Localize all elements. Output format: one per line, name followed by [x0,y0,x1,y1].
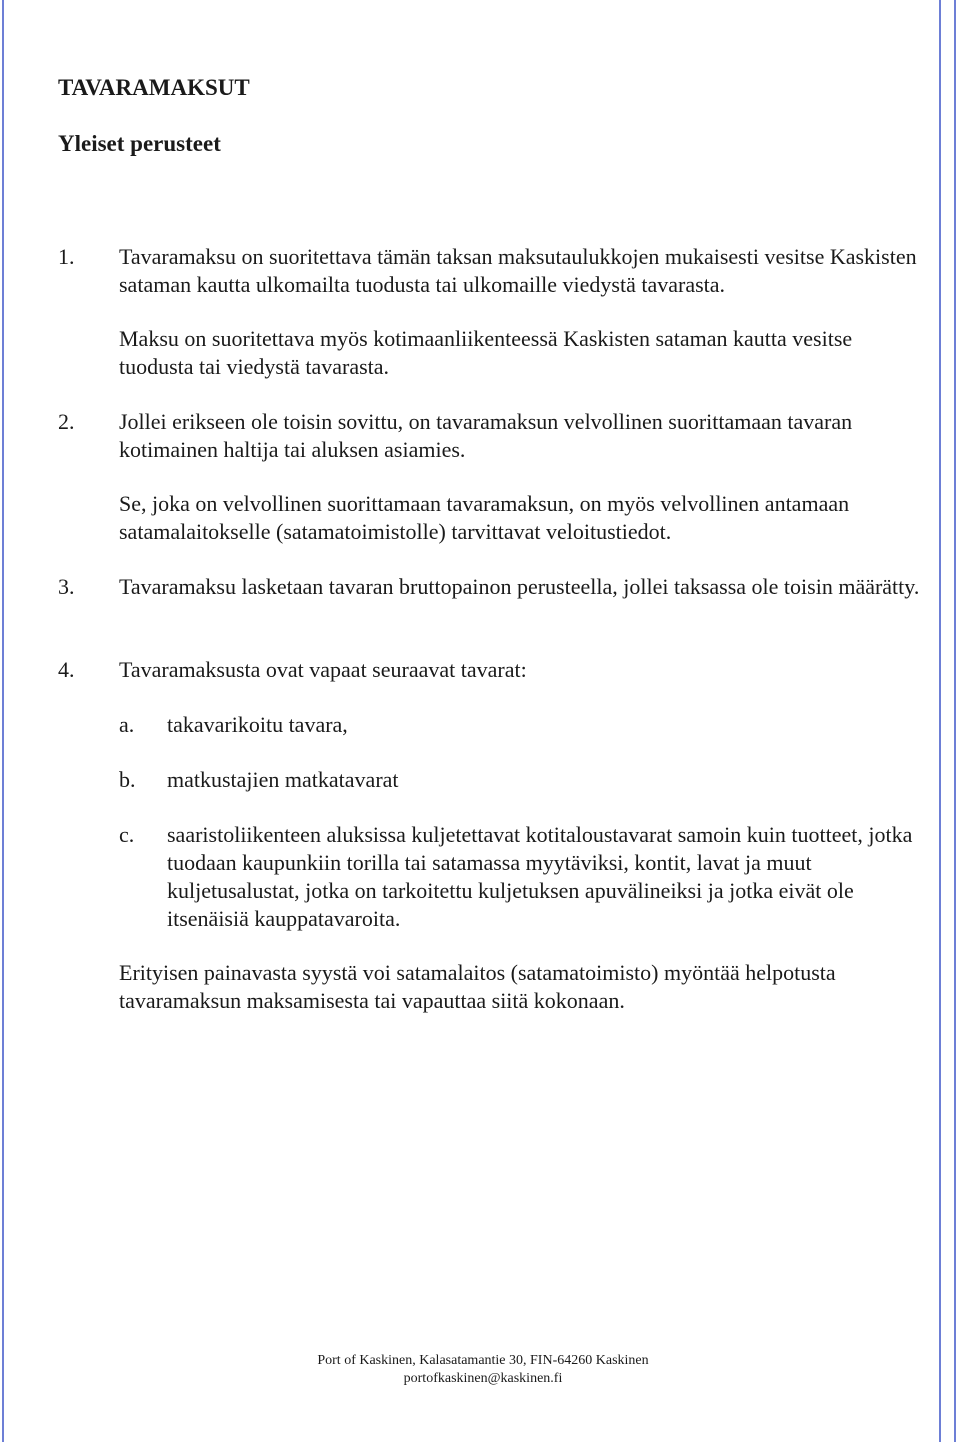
subitem-b-text: matkustajien matkatavarat [167,767,399,792]
item-2-extra: Se, joka on velvollinen suorittamaan tavaramaksun, on myös velvollinen antamaan satamalaitokselle (satamatoimistolle) tarvittavat veloitustiedot. [119,491,850,544]
subitem-a-text: takavarikoitu tavara, [167,712,348,737]
item-3-text: Tavaramaksu lasketaan tavaran bruttopainon perusteella, jollei taksassa ole toisin määrätty. [119,574,920,599]
item-number-2: 2. [58,409,75,434]
item-4-text: Tavaramaksusta ovat vapaat seuraavat tavarat: [119,657,527,682]
item-1-extra: Maksu on suoritettava myös kotimaanliikenteessä Kaskisten sataman kautta vesitse tuodusta tai viedystä tavarasta. [119,326,853,379]
subitem-letter-b: b. [119,767,136,792]
item-number-3: 3. [58,574,75,599]
item-number-4: 4. [58,657,75,682]
subitem-letter-a: a. [119,712,135,737]
subitem-c-text: saaristoliikenteen aluksissa kuljetettavat kotitaloustavarat samoin kuin tuotteet, jotka tuodaan kaupunkiin torilla tai satamassa myytäviksi, kontit, lavat ja muut kuljetusalustat, jotka on tarkoitettu kuljetuksen apuvälineiksi ja jotka eivät ole itsenäisiä kauppatavaroita. [167,822,913,931]
page-title: TAVARAMAKSUT [58,75,250,100]
section-heading: Yleiset perusteet [58,131,221,156]
footer-address: Port of Kaskinen, Kalasatamantie 30, FIN-64260 Kaskinen [317,1353,649,1368]
item-number-1: 1. [58,244,75,269]
footer-email: portofkaskinen@kaskinen.fi [403,1371,563,1386]
item-4-closing: Erityisen painavasta syystä voi satamalaitos (satamatoimisto) myöntää helpotusta tavaramaksun maksamisesta tai vapauttaa siitä kokonaan. [119,960,836,1013]
item-2-text: Jollei erikseen ole toisin sovittu, on tavaramaksun velvollinen suorittamaan tavaran kotimainen haltija tai aluksen asiamies. [119,409,853,462]
item-1-text: Tavaramaksu on suoritettava tämän taksan maksutaulukkojen mukaisesti vesitse Kaskisten sataman kautta ulkomailta tuodusta tai ulkomaille viedystä tavarasta. [119,244,917,297]
subitem-letter-c: c. [119,822,135,847]
page-footer [0,1352,960,1388]
